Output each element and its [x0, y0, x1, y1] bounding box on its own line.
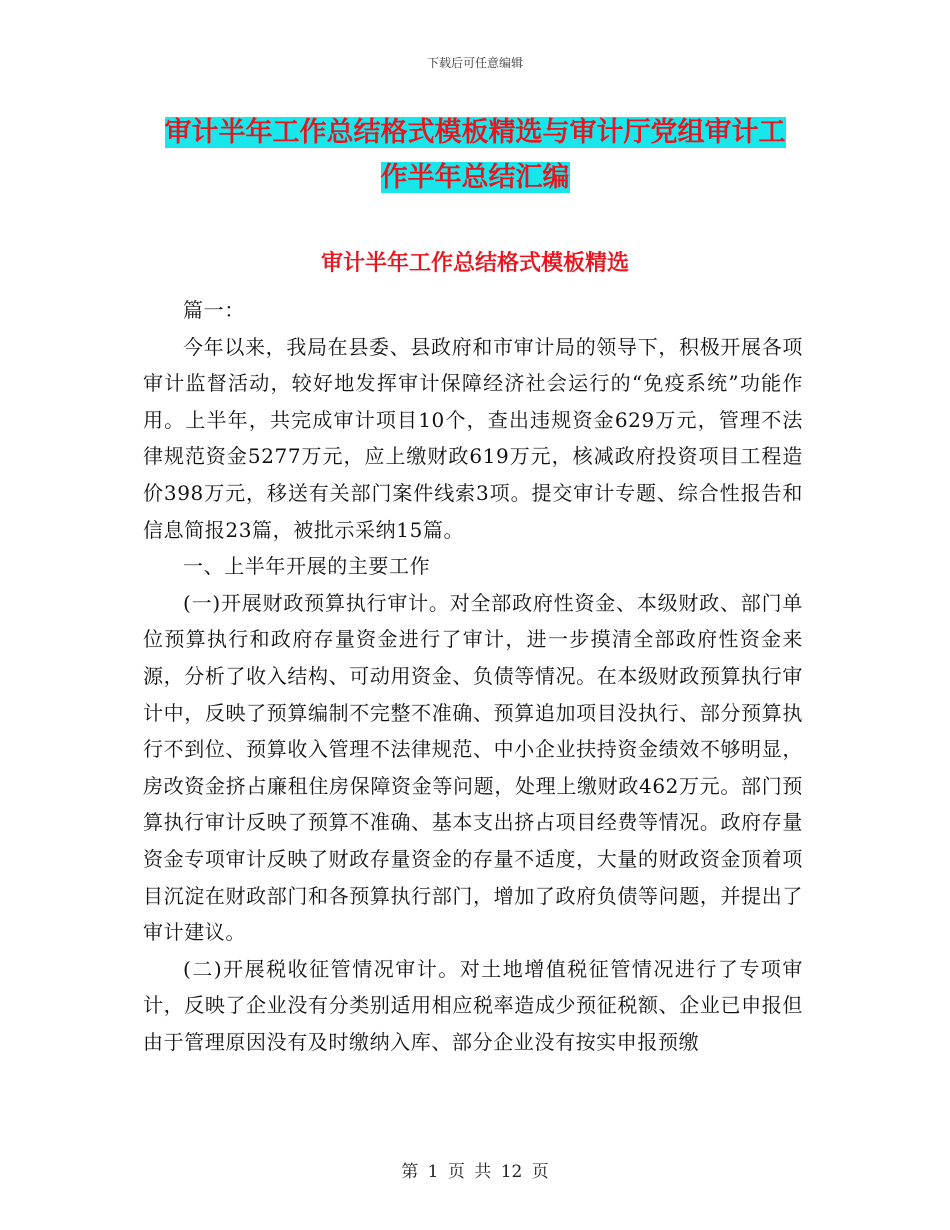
page-number: 第 1 页 共 12 页: [401, 1162, 549, 1182]
section-title: 审计半年工作总结格式模板精选: [320, 251, 629, 276]
paragraph: (一)开展财政预算执行审计。对全部政府性资金、本级财政、部门单位预算执行和政府存量资金进行了审计，进一步摸清全部政府性资金来源，分析了收入结构、可动用资金、负债等情况。在本级财政预算执行审计中，反映了预算编制不完整不准确、预算追加项目没执行、部分预算执行不到位、预算收入管理不法律规范、中小企业扶持资金绩效不够明显，房改资金挤占廉租住房保障资金等问题，处理上缴财政462万元。部门预算执行审计反映了预算不准确、基本支出挤占项目经费等情况。政府存量资金专项审计反映了财政存量资金的存量不适度，大量的财政资金顶着项目沉淀在财政部门和各预算执行部门，增加了政府负债等问题，并提出了审计建议。: [143, 590, 803, 945]
document-title: [150, 110, 800, 200]
document-title-line-2: 作半年总结汇编: [380, 162, 570, 193]
paragraph: 一、上半年开展的主要工作: [183, 554, 431, 579]
document-body: [143, 292, 803, 1060]
paragraph: 今年以来，我局在县委、县政府和市审计局的领导下，积极开展各项审计监督活动，较好地发挥审计保障经济社会运行的“免疫系统”功能作用。上半年，共完成审计项目10个，查出违规资金629万元，管理不法律规范资金5277万元，应上缴财政619万元，核减政府投资项目工程造价398万元，移送有关部门案件线索3项。提交审计专题、综合性报告和信息简报23篇，被批示采纳15篇。: [143, 334, 803, 542]
header-note: 下载后可任意编辑: [426, 56, 523, 70]
paragraph: (二)开展税收征管情况审计。对土地增值税征管情况进行了专项审计，反映了企业没有分类别适用相应税率造成少预征税额、企业已申报但由于管理原因没有及时缴纳入库、部分企业没有按实申报预缴: [143, 956, 803, 1054]
paragraph: 篇一：: [183, 298, 245, 322]
document-title-line-1: 审计半年工作总结格式模板精选与审计厅党组审计工: [164, 117, 786, 148]
